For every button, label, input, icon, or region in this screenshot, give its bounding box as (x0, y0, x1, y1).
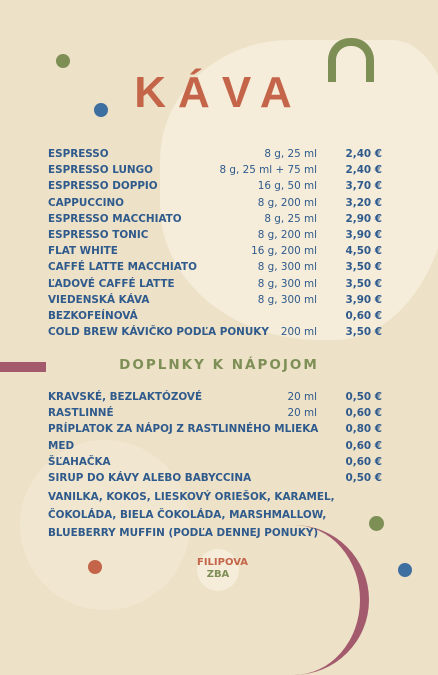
item-price: 4,50 € (345, 245, 382, 258)
item-name: FLAT WHITE (48, 245, 118, 258)
addons-heading: DOPLNKY K NÁPOJOM (119, 357, 319, 373)
item-price: 2,40 € (345, 148, 382, 160)
menu-item (48, 454, 382, 470)
menu-item (48, 227, 382, 243)
dot-decoration (369, 516, 384, 531)
page-title: KÁVA (134, 68, 304, 117)
menu-item (48, 438, 382, 454)
item-name: ESPRESSO (48, 148, 109, 160)
item-name: ESPRESSO DOPPIO (48, 180, 158, 193)
item-name: KRAVSKÉ, BEZLAKTÓZOVÉ (48, 391, 203, 403)
item-size: 8 g, 300 ml (257, 261, 317, 274)
item-size: 16 g, 50 ml (257, 180, 317, 193)
item-price: 2,40 € (345, 164, 382, 177)
item-name: CAFFÉ LATTE MACCHIATO (48, 261, 197, 274)
item-size: 20 ml (287, 407, 317, 420)
item-size: 8 g, 25 ml (264, 148, 317, 160)
menu-item (48, 276, 382, 292)
menu-item (48, 405, 382, 421)
item-price: 3,50 € (345, 277, 382, 290)
logo-line: ZBA (206, 569, 230, 580)
item-name: ESPRESSO TONIC (48, 229, 149, 241)
item-name: ŠĽAHAČKA (48, 455, 111, 468)
item-size: 8 g, 300 ml (257, 277, 317, 290)
syrup-flavors: VANILKA, KOKOS, LIESKOVÝ ORIEŠOK, KARAMEL, ČOKOLÁDA, BIELA ČOKOLÁDA, MARSHMALLOW, BLUEBERRY MUFFIN (PODĽA DENNEJ PONUKY) (48, 491, 335, 539)
item-size: 16 g, 200 ml (251, 245, 317, 258)
item-price: 3,70 € (345, 180, 382, 193)
item-price: 0,60 € (345, 310, 382, 322)
menu-item (48, 324, 382, 340)
menu-item (48, 178, 382, 194)
item-price: 0,60 € (345, 455, 382, 468)
item-price: 0,60 € (345, 439, 382, 452)
menu-item (48, 470, 382, 486)
menu-item (48, 243, 382, 259)
item-price: 0,50 € (345, 391, 382, 403)
item-price: 2,90 € (345, 212, 382, 225)
menu-item (48, 162, 382, 178)
item-name: BEZKOFEÍNOVÁ (48, 310, 138, 322)
menu-item (48, 389, 382, 405)
item-name: SIRUP DO KÁVY ALEBO BABYCCINA (48, 472, 252, 484)
brand-logo (197, 549, 249, 591)
item-name: COLD BREW KÁVIČKO PODĽA PONUKY (48, 326, 269, 339)
item-name: RASTLINNÉ (48, 407, 114, 420)
item-price: 3,20 € (345, 196, 382, 209)
item-size: 8 g, 25 ml + 75 ml (219, 164, 317, 177)
dot-decoration (56, 54, 70, 68)
menu-item (48, 259, 382, 275)
item-price: 0,80 € (345, 423, 382, 436)
item-price: 3,90 € (345, 293, 382, 306)
item-name: CAPPUCCINO (48, 196, 124, 209)
menu-item (48, 146, 382, 162)
dot-decoration (398, 563, 412, 577)
item-price: 3,50 € (345, 261, 382, 274)
item-size: 8 g, 300 ml (257, 293, 317, 306)
item-name: VIEDENSKÁ KÁVA (48, 293, 150, 306)
item-price: 0,60 € (345, 407, 382, 420)
item-price: 3,50 € (345, 326, 382, 339)
menu-item (48, 421, 382, 437)
logo-line: FILIPOVA (197, 557, 249, 568)
item-name: MED (48, 439, 75, 452)
menu-item (48, 292, 382, 308)
item-size: 8 g, 25 ml (264, 212, 317, 225)
item-name: PRÍPLATOK ZA NÁPOJ Z RASTLINNÉHO MLIEKA (48, 423, 319, 436)
item-name: ESPRESSO MACCHIATO (48, 212, 182, 225)
item-size: 8 g, 200 ml (257, 196, 317, 209)
item-price: 0,50 € (345, 472, 382, 484)
arc-decoration (290, 525, 369, 675)
item-name: ESPRESSO LUNGO (48, 164, 153, 177)
menu-item (48, 308, 382, 324)
item-name: ĽADOVÉ CAFFÉ LATTE (48, 277, 175, 290)
dot-decoration (88, 560, 102, 574)
menu-item (48, 211, 382, 227)
menu-item (48, 195, 382, 211)
item-size: 200 ml (280, 326, 317, 339)
item-size: 20 ml (287, 391, 317, 403)
item-size: 8 g, 200 ml (257, 229, 317, 241)
item-price: 3,90 € (345, 229, 382, 241)
